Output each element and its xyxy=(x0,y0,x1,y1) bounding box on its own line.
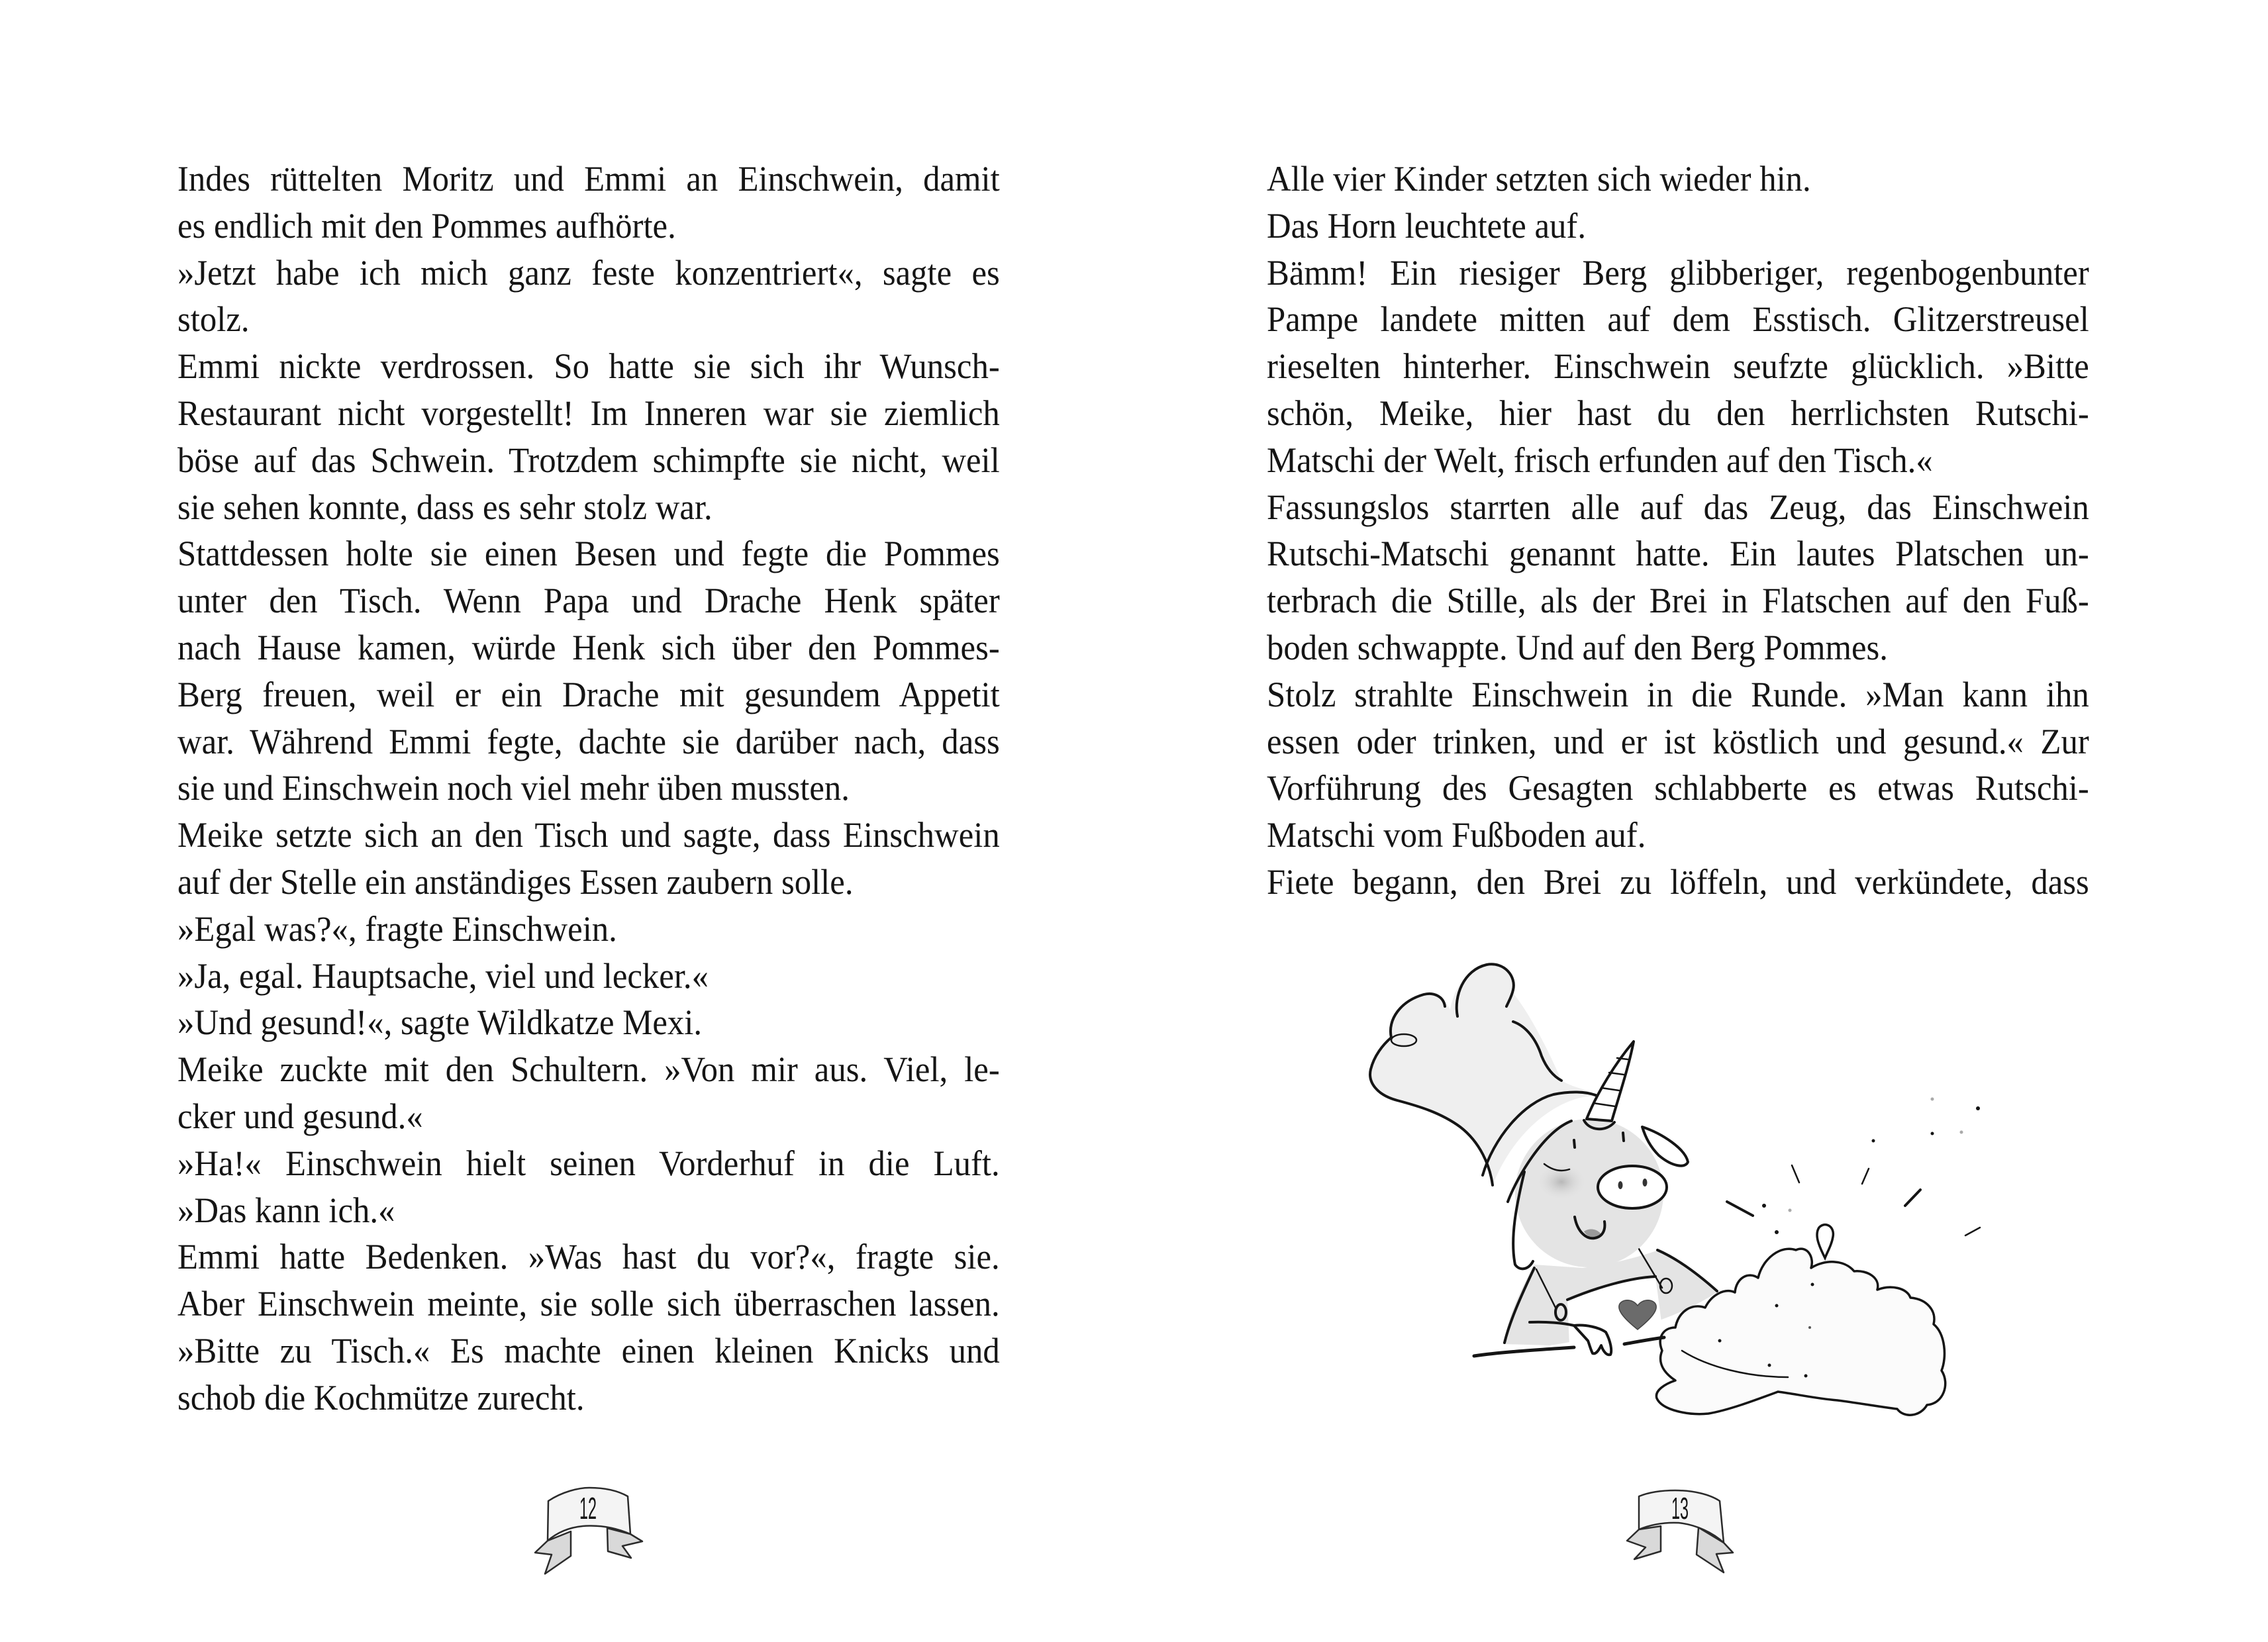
nostril xyxy=(1643,1179,1648,1186)
text-line: sie und Einschwein noch viel mehr üben mussten. xyxy=(177,768,850,808)
text-line: »Bitte zu Tisch.« Es machte einen kleinen Knicks und xyxy=(177,1330,1000,1371)
sparkle-dot xyxy=(1976,1106,1980,1110)
eye-right xyxy=(1623,1133,1624,1141)
text-line: Meike setzte sich an den Tisch und sagte, dass Einschwein xyxy=(177,815,1000,855)
sparkle-dot xyxy=(1768,1364,1771,1367)
text-column xyxy=(177,156,1000,1422)
text-line: rieselten hinterher. Einschwein seufzte glücklich. »Bitte xyxy=(1267,346,2089,387)
text-line: »Ja, egal. Hauptsache, viel und lecker.« xyxy=(177,955,709,996)
text-column xyxy=(1267,156,2089,906)
text-line: Pampe landete mitten auf dem Esstisch. Glitzerstreusel xyxy=(1267,299,2089,340)
text-line: »Und gesund!«, sagte Wildkatze Mexi. xyxy=(177,1002,703,1043)
sparkle-line xyxy=(1965,1228,1980,1235)
text-line: cker und gesund.« xyxy=(177,1096,423,1136)
sparkle-dot xyxy=(1811,1283,1814,1286)
sparkle-dot xyxy=(1762,1204,1766,1208)
splash-blob xyxy=(1656,1249,1945,1415)
text-line: Matschi vom Fußboden auf. xyxy=(1267,815,1646,855)
text-line: Stolz strahlte Einschwein in die Runde. »Man kann ihn xyxy=(1267,674,2089,714)
text-line: Fiete begann, den Brei zu löffeln, und verkündete, dass xyxy=(1267,861,2089,902)
text-line: unter den Tisch. Wenn Papa und Drache Henk später xyxy=(177,581,1000,621)
text-line: Emmi hatte Bedenken. »Was hast du vor?«, fragte sie. xyxy=(177,1237,1000,1277)
illustration-chef-unicorn-pig xyxy=(1351,953,2013,1430)
splash-drop xyxy=(1817,1225,1833,1258)
text-line: Aber Einschwein meinte, sie solle sich überraschen lassen. xyxy=(177,1284,1000,1324)
paragraph xyxy=(177,530,1000,812)
text-line: Restaurant nicht vorgestellt! Im Inneren war sie ziemlich xyxy=(177,393,1000,433)
sparkle-dot xyxy=(1775,1304,1779,1308)
paragraph xyxy=(177,999,1000,1046)
sparkle-line xyxy=(1792,1165,1799,1183)
text-line: sie sehen konnte, dass es sehr stolz war. xyxy=(177,487,713,527)
text-line: nach Hause kamen, würde Henk sich über den Pommes- xyxy=(177,627,1000,667)
right-page xyxy=(1134,0,2268,1642)
horn-icon xyxy=(1587,1041,1634,1121)
paragraph xyxy=(1267,484,2089,671)
paragraph xyxy=(177,343,1000,530)
text-line: boden schwappte. Und auf den Berg Pommes. xyxy=(1267,627,1888,667)
text-line: Das Horn leuchtete auf. xyxy=(1267,205,1587,246)
page-number-banner xyxy=(1620,1480,1740,1579)
snout xyxy=(1598,1166,1667,1208)
text-line: Indes rüttelten Moritz und Emmi an Einschwein, damit xyxy=(177,159,1000,199)
text-line: Fassungslos starrten alle auf das Zeug, das Einschwein xyxy=(1267,487,2089,527)
sparkle-dot xyxy=(1808,1326,1811,1329)
paragraph xyxy=(177,156,1000,250)
paragraph xyxy=(177,1233,1000,1421)
text-line: es endlich mit den Pommes aufhörte. xyxy=(177,205,676,246)
text-line: Stattdessen holte sie einen Besen und fegte die Pommes xyxy=(177,534,1000,574)
sparkle-dot xyxy=(1804,1375,1808,1378)
text-line: »Egal was?«, fragte Einschwein. xyxy=(177,908,617,949)
text-line: war. Während Emmi fegte, dachte sie darüber nach, dass xyxy=(177,721,1000,761)
text-line: »Jetzt habe ich mich ganz feste konzentriert«, sagte es xyxy=(177,252,1000,293)
sparkle-line xyxy=(1905,1190,1920,1206)
text-line: »Das kann ich.« xyxy=(177,1190,395,1230)
paragraph xyxy=(177,250,1000,344)
text-line: Emmi nickte verdrossen. So hatte sie sich ihr Wunsch- xyxy=(177,346,1000,387)
sparkle-dot xyxy=(1872,1139,1875,1143)
page-number: 12 xyxy=(579,1491,597,1525)
paragraph xyxy=(1267,859,2089,906)
nostril xyxy=(1618,1181,1623,1189)
text-line: Berg freuen, weil er ein Drache mit gesundem Appetit xyxy=(177,674,1000,714)
text-line: stolz. xyxy=(177,299,250,340)
text-line: auf der Stelle ein anständiges Essen zaubern solle. xyxy=(177,861,854,902)
page-number: 13 xyxy=(1671,1491,1689,1525)
sparkle-dot xyxy=(1931,1098,1934,1101)
text-line: böse auf das Schwein. Trotzdem schimpfte sie nicht, weil xyxy=(177,440,1000,480)
paragraph xyxy=(1267,156,2089,203)
text-line: terbrach die Stille, als der Brei in Flatschen auf den Fuß- xyxy=(1267,581,2089,621)
sparkle-dot xyxy=(1718,1339,1722,1343)
text-line: Meike zuckte mit den Schultern. »Von mir aus. Viel, le- xyxy=(177,1049,1000,1090)
sparkle-dot xyxy=(1960,1131,1963,1134)
sparkle-dot xyxy=(1931,1132,1934,1135)
text-line: Vorführung des Gesagten schlabberte es etwas Rutschi- xyxy=(1267,768,2089,808)
eye-left xyxy=(1574,1140,1575,1147)
page-number-banner xyxy=(529,1480,648,1579)
cheek-blush xyxy=(1536,1163,1587,1200)
text-line: essen oder trinken, und er ist köstlich und gesund.« Zur xyxy=(1267,721,2089,761)
text-line: »Ha!« Einschwein hielt seinen Vorderhuf in die Luft. xyxy=(177,1143,1000,1183)
text-line: Matschi der Welt, frisch erfunden auf den Tisch.« xyxy=(1267,440,1933,480)
text-line: schob die Kochmütze zurecht. xyxy=(177,1377,585,1418)
paragraph xyxy=(177,1140,1000,1234)
text-line: Alle vier Kinder setzten sich wieder hin. xyxy=(1267,159,1811,199)
paragraph xyxy=(177,953,1000,1000)
paragraph xyxy=(1267,250,2089,484)
sparkle-dot xyxy=(1789,1209,1792,1212)
text-line: schön, Meike, hier hast du den herrlichsten Rutschi- xyxy=(1267,393,2089,433)
text-line: Bämm! Ein riesiger Berg glibberiger, regenbogenbunter xyxy=(1267,252,2089,293)
text-line: Rutschi-Matschi genannt hatte. Ein lautes Platschen un- xyxy=(1267,534,2089,574)
paragraph xyxy=(1267,671,2089,859)
paragraph xyxy=(1267,203,2089,250)
sparkle-line xyxy=(1727,1202,1753,1216)
paragraph xyxy=(177,1046,1000,1140)
sparkle-line xyxy=(1862,1169,1869,1184)
paragraph xyxy=(177,812,1000,906)
paragraph xyxy=(177,906,1000,953)
sparkle-dot xyxy=(1775,1230,1779,1234)
